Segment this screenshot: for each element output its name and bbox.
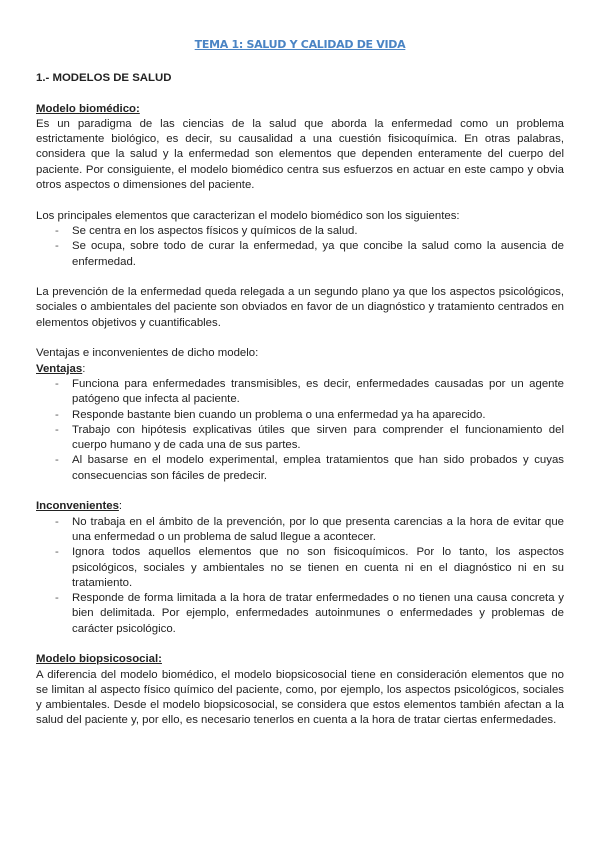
document-title: TEMA 1: SALUD Y CALIDAD DE VIDA [194, 38, 406, 51]
ventajas-list [36, 377, 564, 484]
prevention-paragraph: La prevención de la enfermedad queda relegada a un segundo plano ya que los aspectos psicológicos, sociales o ambientales del paciente son obviados en favor de un diagnóstico y tratamiento centrados en elementos objetivos y cuantificables. [36, 286, 564, 329]
biomedico-heading: Modelo biomédico: [36, 102, 140, 115]
document-body [36, 71, 564, 729]
section-heading: 1.- MODELOS DE SALUD [36, 72, 172, 84]
elements-intro: Los principales elementos que caracterizan el modelo biomédico son los siguientes: [36, 209, 460, 222]
list-item: - Se centra en los aspectos físicos y químicos de la salud. [55, 224, 358, 237]
pros-cons-intro: Ventajas e inconvenientes de dicho modelo: [36, 347, 259, 360]
biomedico-intro: Es un paradigma de las ciencias de la salud que aborda la enfermedad como un problema estrictamente biológico, es decir, su causalidad a una cuestión fisicoquímica. En otras palabras, considera que la salud y la enfermedad son elementos que dependen enteramente del cuerpo del paciente. Por consiguiente, el modelo biomédico centra sus esfuerzos en actuar en este campo y obvia otros aspectos o dimensiones del paciente. [36, 117, 564, 192]
list-item: - No trabaja en el ámbito de la prevención, por lo que presenta carencias a la hora de evitar que una enfermedad o un problema de salud llegue a acontecer. [55, 515, 564, 543]
list-item: - Trabajo con hipótesis explicativas útiles que sirven para comprender el funcionamiento del cuerpo humano y de cada una de sus partes. [55, 423, 564, 452]
biopsicosocial-paragraph: A diferencia del modelo biomédico, el modelo biopsicosocial tiene en consideración elementos que no se limitan al aspecto físico químico del paciente, como, por ejemplo, los aspectos psicológicos, sociales y ambientales. Desde el modelo biopsicosocial, se considera que estos elementos también afectan a la salud del paciente y, por ello, es necesario tenerlos en cuenta a la hora de tratar ciertas enfermedades. [36, 668, 564, 727]
biopsicosocial-heading: Modelo biopsicosocial: [36, 653, 162, 666]
list-item: - Responde de forma limitada a la hora de tratar enfermedades o no tienen una causa concreta y bien delimitada. Por ejemplo, enfermedades autoinmunes o enfermedades y problemas de carácter psicológico. [55, 592, 564, 635]
inconvenientes-heading: Inconvenientes: [36, 500, 123, 513]
inconvenientes-list [36, 515, 564, 637]
ventajas-heading: Ventajas: [36, 362, 86, 375]
list-item: - Responde bastante bien cuando un problema o una enfermedad ya ha aparecido. [55, 408, 486, 421]
list-item: - Se ocupa, sobre todo de curar la enfermedad, ya que concibe la salud como la ausencia de enfermedad. [55, 240, 564, 268]
list-item: - Funciona para enfermedades transmisibles, es decir, enfermedades causadas por un agente patógeno que infecta al paciente. [55, 377, 564, 406]
list-item: - Ignora todos aquellos elementos que no son fisicoquímicos. Por lo tanto, los aspectos psicológicos, sociales y ambientales no se tienen en cuenta ni en el diagnóstico ni en su tratamiento. [55, 546, 564, 589]
list-item: - Al basarse en el modelo experimental, emplea tratamientos que han sido probados y cuyas consecuencias son fáciles de predecir. [55, 454, 564, 482]
elements-list [36, 224, 564, 270]
